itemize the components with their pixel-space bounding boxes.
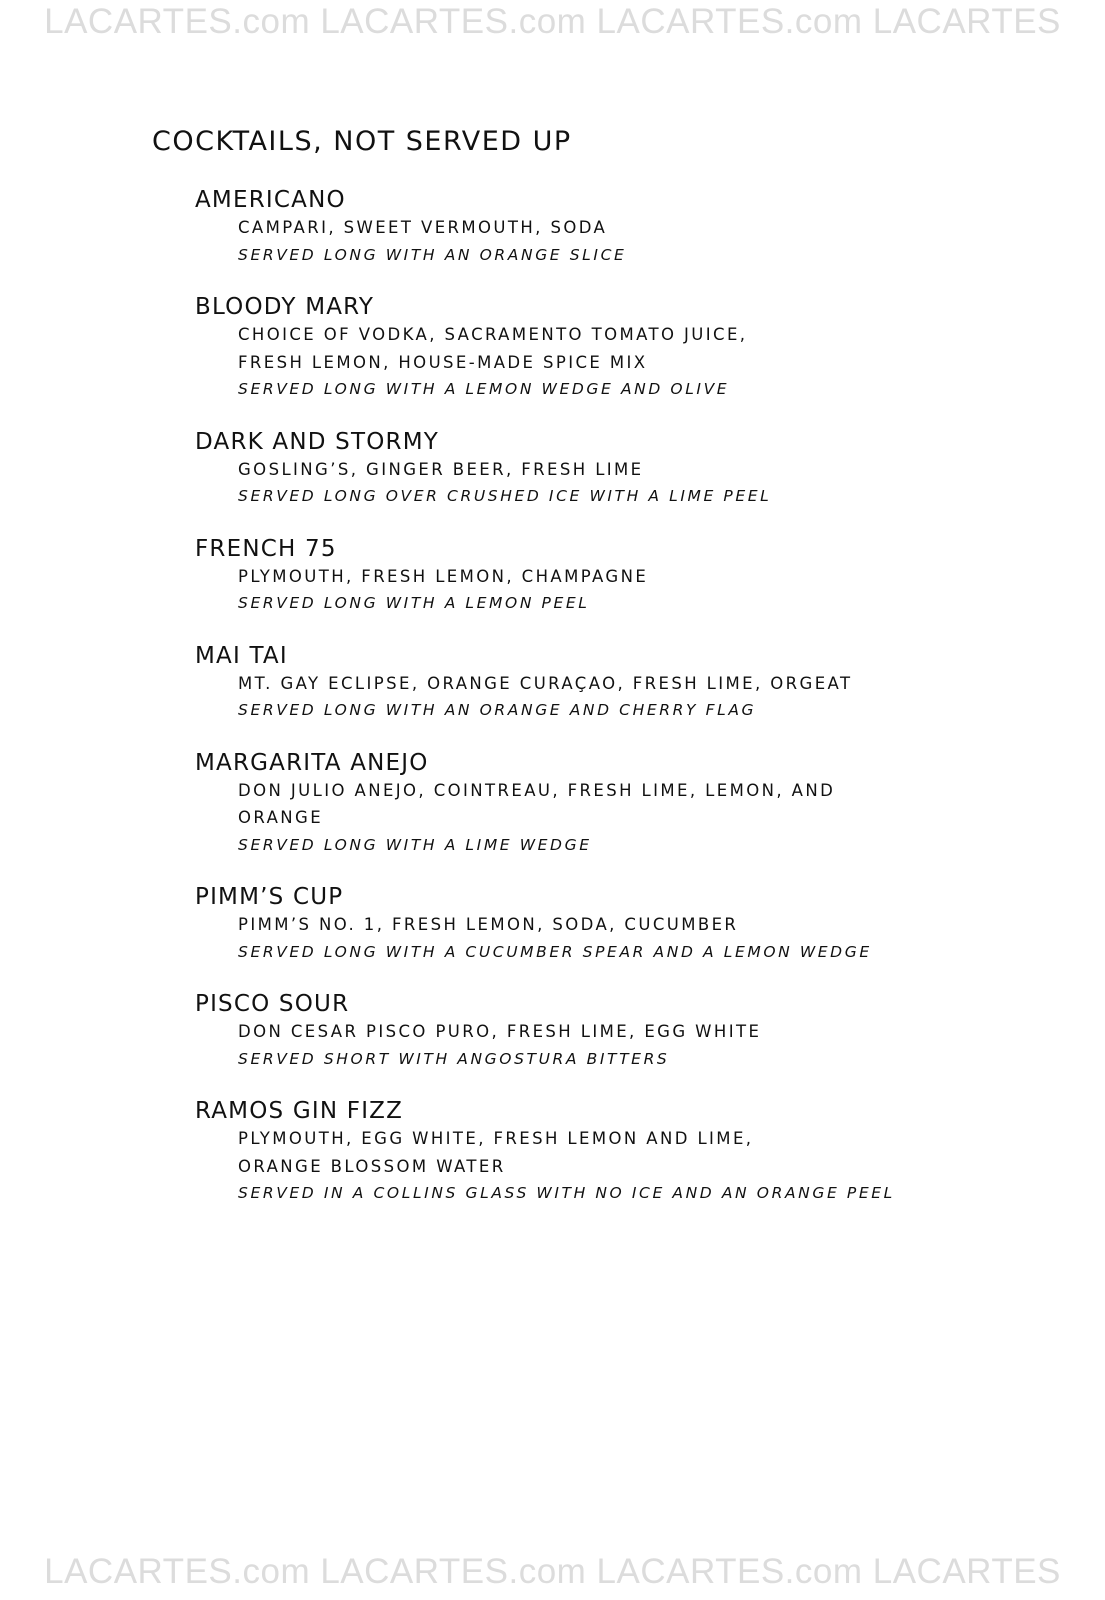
drink-serving: SERVED SHORT WITH ANGOSTURA BITTERS: [238, 1049, 670, 1068]
section-title: COCKTAILS, NOT SERVED UP: [152, 126, 572, 157]
drink-item: [195, 883, 1052, 966]
drink-serving: SERVED IN A COLLINS GLASS WITH NO ICE AND AN ORANGE PEEL: [238, 1184, 895, 1202]
drink-item: [195, 535, 1052, 618]
drink-details: [238, 456, 1052, 511]
drink-details: [238, 563, 1052, 618]
drink-ingredients: [238, 911, 1052, 939]
ingredient-line: FRESH LEMON, HOUSE-MADE SPICE MIX: [238, 352, 648, 372]
drink-ingredients: [238, 670, 1052, 698]
drink-name: BLOODY MARY: [195, 294, 375, 320]
drink-ingredients: [238, 777, 1052, 832]
ingredient-line: PLYMOUTH, EGG WHITE, FRESH LEMON AND LIME,: [238, 1129, 754, 1148]
drink-item: [195, 293, 1052, 404]
drink-serving: SERVED LONG WITH AN ORANGE AND CHERRY FLAG: [238, 701, 757, 719]
drink-ingredients: [238, 1125, 1052, 1180]
drink-serving: SERVED LONG OVER CRUSHED ICE WITH A LIME PEEL: [238, 487, 772, 505]
ingredient-line: ORANGE BLOSSOM WATER: [238, 1156, 506, 1176]
drink-list: [195, 186, 1052, 1208]
drink-item: [195, 749, 1052, 860]
drink-name: MAI TAI: [195, 642, 288, 669]
drink-name: PISCO SOUR: [195, 991, 350, 1017]
drink-name: RAMOS GIN FIZZ: [195, 1098, 404, 1124]
drink-name: FRENCH 75: [195, 535, 337, 562]
drink-item: [195, 1097, 1052, 1208]
drink-name: DARK AND STORMY: [195, 428, 440, 455]
drink-item: [195, 990, 1052, 1073]
drink-serving: SERVED LONG WITH A LEMON WEDGE AND OLIVE: [238, 380, 730, 398]
ingredient-line: CAMPARI, SWEET VERMOUTH, SODA: [238, 218, 608, 237]
watermark-bottom: LACARTES.com LACARTES.com LACARTES.com LACARTES: [44, 1552, 1061, 1591]
drink-serving: SERVED LONG WITH A LIME WEDGE: [238, 835, 592, 854]
menu-section: [152, 124, 1052, 1232]
drink-details: [238, 1018, 1052, 1073]
drink-details: [238, 214, 1052, 269]
drink-ingredients: [238, 456, 1052, 484]
ingredient-line: PIMM’S NO. 1, FRESH LEMON, SODA, CUCUMBER: [238, 915, 739, 934]
drink-ingredients: [238, 563, 1052, 591]
drink-details: [238, 911, 1052, 966]
drink-details: [238, 1125, 1052, 1208]
drink-ingredients: [238, 214, 1052, 242]
ingredient-line: GOSLING’S, GINGER BEER, FRESH LIME: [238, 459, 644, 479]
ingredient-line: DON CESAR PISCO PURO, FRESH LIME, EGG WHITE: [238, 1022, 762, 1041]
drink-name: PIMM’S CUP: [195, 884, 344, 910]
drink-ingredients: [238, 1018, 1052, 1046]
drink-serving: SERVED LONG WITH A LEMON PEEL: [238, 594, 590, 612]
drink-details: [238, 777, 1052, 860]
drink-serving: SERVED LONG WITH A CUCUMBER SPEAR AND A LEMON WEDGE: [238, 942, 872, 961]
ingredient-line: MT. GAY ECLIPSE, ORANGE CURAÇAO, FRESH LIME, ORGEAT: [238, 673, 853, 693]
drink-item: [195, 186, 1052, 269]
ingredient-line: ORANGE: [238, 808, 324, 827]
drink-ingredients: [238, 321, 1052, 376]
drink-item: [195, 642, 1052, 725]
drink-name: MARGARITA ANEJO: [195, 749, 429, 776]
drink-item: [195, 428, 1052, 511]
ingredient-line: CHOICE OF VODKA, SACRAMENTO TOMATO JUICE,: [238, 325, 748, 344]
ingredient-line: PLYMOUTH, FRESH LEMON, CHAMPAGNE: [238, 566, 649, 586]
ingredient-line: DON JULIO ANEJO, COINTREAU, FRESH LIME, LEMON, AND: [238, 780, 836, 800]
drink-details: [238, 321, 1052, 404]
drink-serving: SERVED LONG WITH AN ORANGE SLICE: [238, 245, 627, 264]
drink-name: AMERICANO: [195, 187, 346, 213]
watermark-top: LACARTES.com LACARTES.com LACARTES.com LACARTES: [44, 2, 1061, 41]
drink-details: [238, 670, 1052, 725]
